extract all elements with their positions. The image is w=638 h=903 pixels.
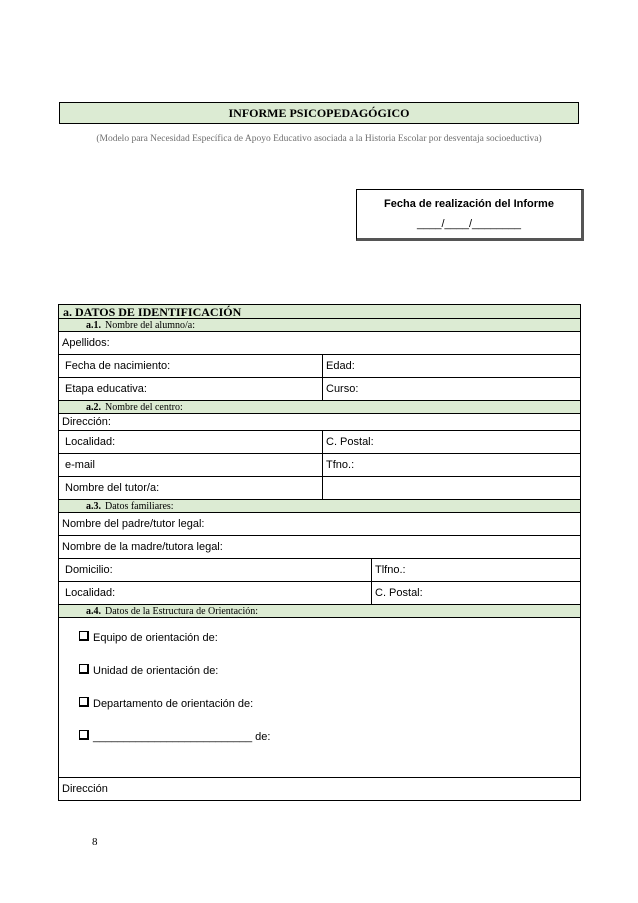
tutor-extra-cell[interactable] <box>323 477 326 499</box>
mother-field[interactable]: Nombre de la madre/tutora legal: <box>59 536 581 559</box>
domicile-field[interactable]: Domicilio: <box>62 559 372 581</box>
option-unidad[interactable] <box>79 664 218 678</box>
subsection-a2-header <box>59 401 581 414</box>
date-box-title: Fecha de realización del Informe <box>384 198 554 210</box>
father-field[interactable]: Nombre del padre/tutor legal: <box>59 513 581 536</box>
subsection-a2-number: a.2. <box>86 402 101 413</box>
birthdate-field[interactable]: Fecha de nacimiento: <box>62 355 323 377</box>
row-stage-course <box>59 378 581 401</box>
report-subtitle: (Modelo para Necesidad Específica de Apoyo Educativo asociada a la Historia Escolar por desventaja socioeductiva) <box>96 134 542 144</box>
date-field[interactable]: ____/____/________ <box>417 218 521 230</box>
checkbox-icon[interactable] <box>79 631 89 641</box>
phone-field[interactable]: Tfno.: <box>326 459 355 471</box>
date-box <box>356 189 584 241</box>
stage-field[interactable]: Etapa educativa: <box>62 378 323 400</box>
apellidos-field[interactable]: Apellidos: <box>59 332 581 355</box>
age-field[interactable]: Edad: <box>326 360 355 372</box>
section-a-header: a. DATOS DE IDENTIFICACIÓN <box>59 305 581 319</box>
family-phone-field[interactable]: Tlfno.: <box>375 564 406 576</box>
email-field[interactable]: e-mail <box>62 454 323 476</box>
subsection-a3-header <box>59 500 581 513</box>
family-postal-code-field[interactable]: C. Postal: <box>375 587 423 599</box>
subsection-a1-header <box>59 319 581 332</box>
subsection-a1-number: a.1. <box>86 320 101 331</box>
option-label: Departamento de orientación de: <box>93 698 254 710</box>
option-label: __________________________ de: <box>93 731 271 743</box>
option-equipo[interactable] <box>79 631 218 645</box>
locality-field[interactable]: Localidad: <box>62 431 323 453</box>
subsection-a3-label: Datos familiares: <box>105 501 174 512</box>
row-domicile-phone <box>59 559 581 582</box>
option-label: Equipo de orientación de: <box>93 632 218 644</box>
checkbox-icon[interactable] <box>79 730 89 740</box>
subsection-a4-number: a.4. <box>86 606 101 617</box>
identification-form <box>58 304 581 801</box>
option-departamento[interactable] <box>79 697 253 711</box>
row-email-phone <box>59 454 581 477</box>
subsection-a3-number: a.3. <box>86 501 101 512</box>
subsection-a2-label: Nombre del centro: <box>105 402 183 413</box>
row-tutor <box>59 477 581 500</box>
row-birth-age <box>59 355 581 378</box>
option-label: Unidad de orientación de: <box>93 665 219 677</box>
subsection-a1-label: Nombre del alumno/a: <box>105 320 195 331</box>
orientation-address-field[interactable]: Dirección <box>59 778 581 801</box>
report-title: INFORME PSICOPEDAGÓGICO <box>59 102 579 124</box>
course-field[interactable]: Curso: <box>326 383 359 395</box>
row-family-locality-postal <box>59 582 581 605</box>
page-number: 8 <box>92 836 98 848</box>
orientation-options <box>59 618 581 778</box>
subsection-a4-label: Datos de la Estructura de Orientación: <box>105 606 258 617</box>
row-locality-postal <box>59 431 581 454</box>
subsection-a4-header <box>59 605 581 618</box>
postal-code-field[interactable]: C. Postal: <box>326 436 374 448</box>
address-field[interactable]: Dirección: <box>59 414 581 431</box>
family-locality-field[interactable]: Localidad: <box>62 582 372 604</box>
checkbox-icon[interactable] <box>79 697 89 707</box>
checkbox-icon[interactable] <box>79 664 89 674</box>
option-other[interactable] <box>79 730 270 744</box>
tutor-field[interactable]: Nombre del tutor/a: <box>62 477 323 499</box>
